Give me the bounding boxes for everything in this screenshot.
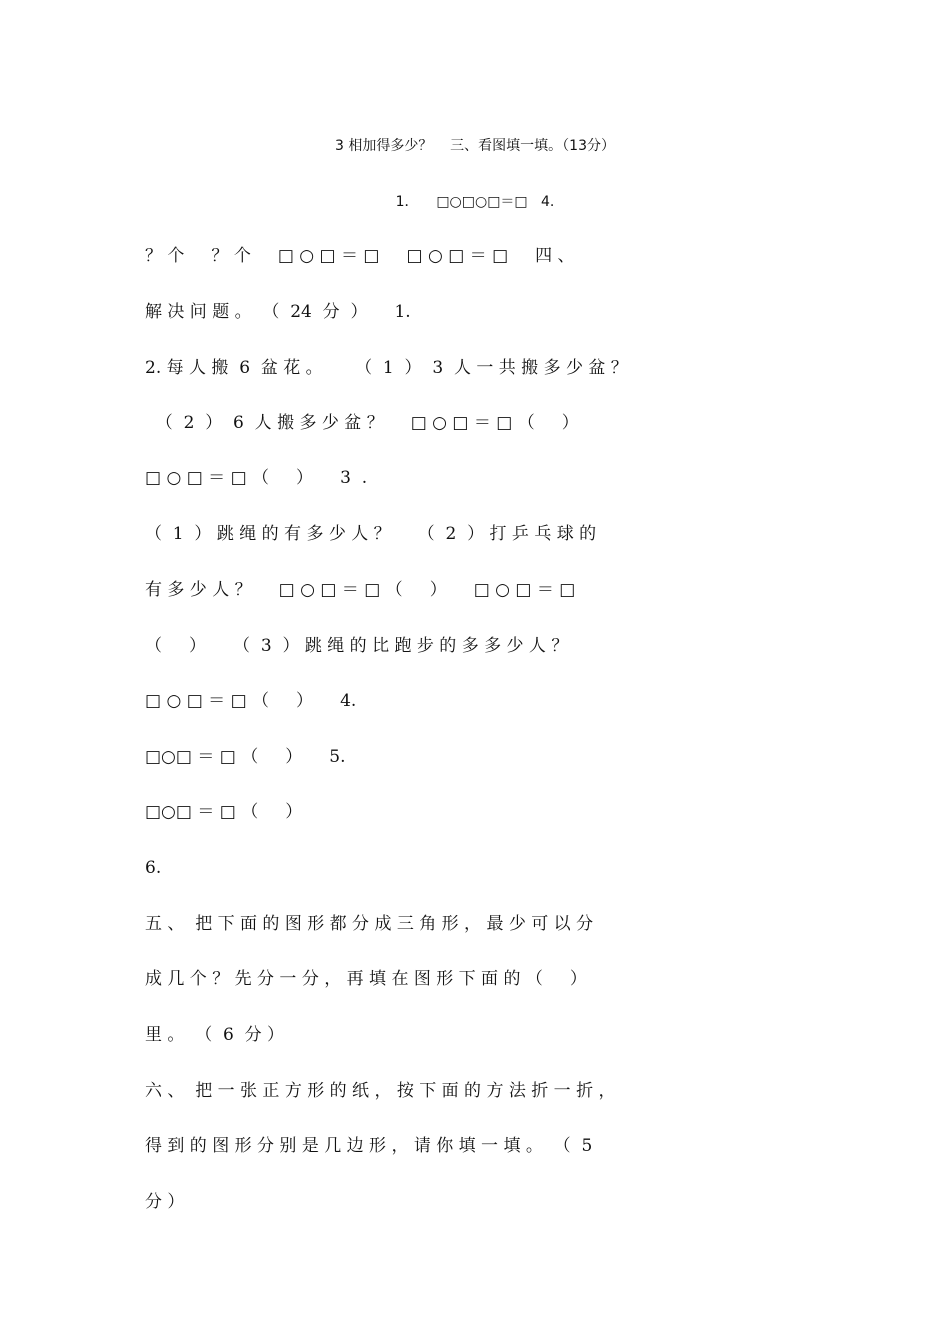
text-line-3: 2. 每 人 搬 6 盆 花 。 （ 1 ） 3 人 一 共 搬 多 少 盆 ？ — [145, 358, 628, 378]
text-line-13: 五 、 把 下 面 的 图 形 都 分 成 三 角 形 ， 最 少 可 以 分 — [145, 914, 594, 934]
text-line-5: □ ○ □ ＝ □ （ ） 3 . — [145, 468, 368, 488]
heading-line-1: 3 相加得多少？ 三、看图填一填。（13分） — [335, 138, 615, 154]
text-line-9: □ ○ □ ＝ □ （ ） 4. — [145, 691, 357, 711]
text-line-12: 6. — [145, 858, 162, 878]
text-line-4: （ 2 ） 6 人 搬 多 少 盆 ？ □ ○ □ ＝ □ （ ） — [145, 413, 579, 433]
text-line-18: 分 ） — [145, 1192, 185, 1212]
text-line-7: 有 多 少 人 ？ □ ○ □ ＝ □ （ ） □ ○ □ ＝ □ — [145, 580, 576, 600]
text-line-8: （ ） （ 3 ） 跳 绳 的 比 跑 步 的 多 多 少 人 ？ — [145, 636, 569, 656]
heading-line-2: 1． □○□○□＝□ 4. — [395, 194, 555, 210]
text-line-14: 成 几 个 ？ 先 分 一 分 ， 再 填 在 图 形 下 面 的 （ ） — [145, 969, 587, 989]
text-line-10: □○□ ＝ □ （ ） 5. — [145, 747, 346, 767]
text-line-16: 六 、 把 一 张 正 方 形 的 纸 ， 按 下 面 的 方 法 折 一 折 ， — [145, 1081, 616, 1101]
text-line-11: □○□ ＝ □ （ ） — [145, 802, 303, 822]
text-line-17: 得 到 的 图 形 分 别 是 几 边 形 ， 请 你 填 一 填 。 （ 5 — [145, 1136, 593, 1156]
text-line-6: （ 1 ） 跳 绳 的 有 多 少 人 ？ （ 2 ） 打 乒 乓 球 的 — [145, 524, 597, 544]
text-line-1: ？ 个 ？ 个 □ ○ □ ＝ □ □ ○ □ ＝ □ 四 、 — [145, 246, 575, 266]
text-line-2: 解 决 问 题 。 （ 24 分 ） 1. — [145, 302, 411, 322]
text-line-15: 里 。 （ 6 分 ） — [145, 1025, 285, 1045]
